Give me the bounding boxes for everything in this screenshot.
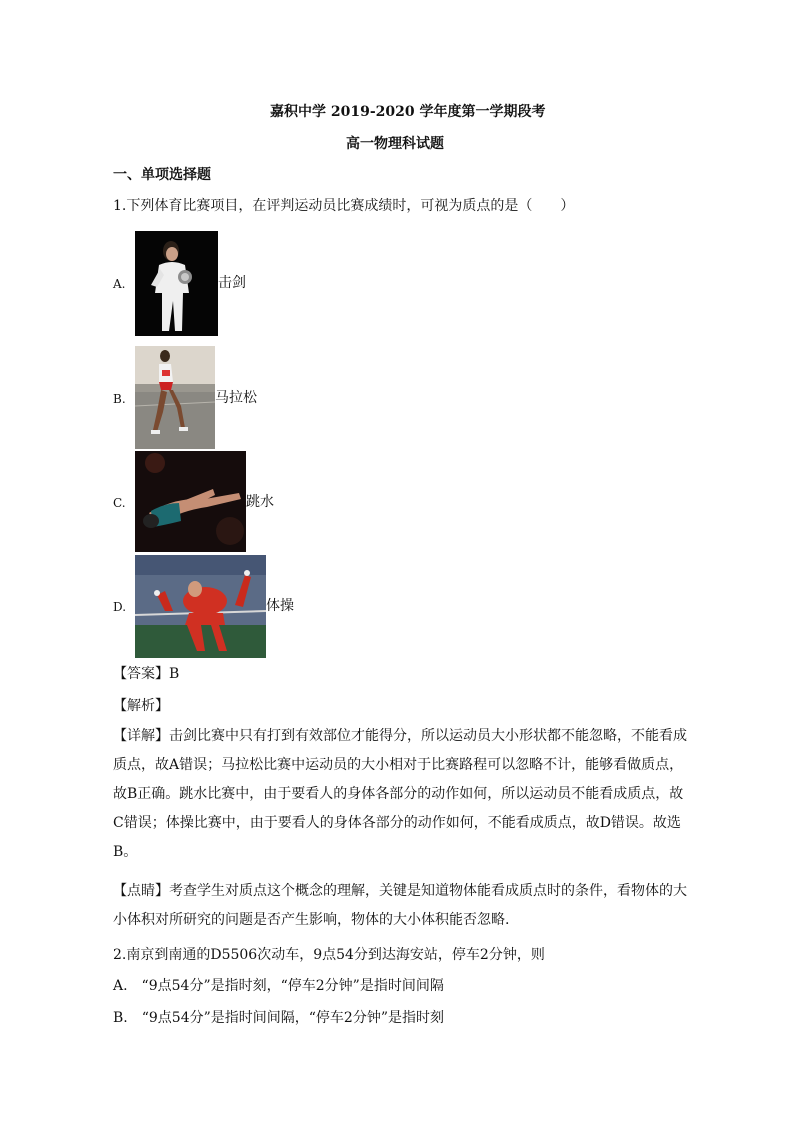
- fencing-photo: [135, 231, 218, 336]
- option-d-label: 体操: [266, 598, 294, 614]
- option-b-letter: B.: [113, 392, 126, 406]
- question-2-option-b: B. “9点54分”是指时间间隔，“停车2分钟”是指时刻: [113, 1010, 444, 1026]
- page-title: 嘉积中学 2019-2020 学年度第一学期段考: [270, 104, 546, 120]
- option-c-label: 跳水: [246, 494, 274, 510]
- marathon-photo: [135, 346, 215, 449]
- option-c-letter: C.: [113, 496, 126, 510]
- gymnastics-photo: [135, 555, 266, 658]
- option-d-letter: D.: [113, 600, 127, 614]
- key-point-comment: 【点睛】考查学生对质点这个概念的理解，关键是知道物体能看成质点时的条件，看物体的大小体积对所研究的问题是否产生影响，物体的大小体积能否忽略.: [113, 883, 687, 928]
- diving-photo: [135, 451, 246, 552]
- detailed-explanation: 【详解】击剑比赛中只有打到有效部位才能得分，所以运动员大小形状都不能忽略，不能看成质点，故A错误；马拉松比赛中运动员的大小相对于比赛路程可以忽略不计，能够看做质点，故B正确。跳水比赛中，由于要看人的身体各部分的动作如何，所以运动员不能看成质点，故C错误；体操比赛中，由于要看人的身体各部分的动作如何，不能看成质点，故D错误。故选B。: [113, 728, 687, 860]
- option-b-label: 马拉松: [215, 390, 257, 406]
- option-a-label: 击剑: [218, 275, 246, 291]
- question-1-stem: 1.下列体育比赛项目，在评判运动员比赛成绩时，可视为质点的是（ ）: [113, 198, 575, 214]
- question-2-stem: 2.南京到南通的D5506次动车，9点54分到达海安站，停车2分钟，则: [113, 947, 545, 963]
- option-a-letter: A.: [113, 277, 126, 291]
- analysis-heading: 【解析】: [113, 698, 169, 714]
- answer-line: 【答案】B: [113, 666, 180, 682]
- section-heading: 一、单项选择题: [113, 167, 211, 183]
- page-subtitle: 高一物理科试题: [346, 136, 444, 152]
- question-2-option-a: A. “9点54分”是指时刻，“停车2分钟”是指时间间隔: [113, 978, 444, 994]
